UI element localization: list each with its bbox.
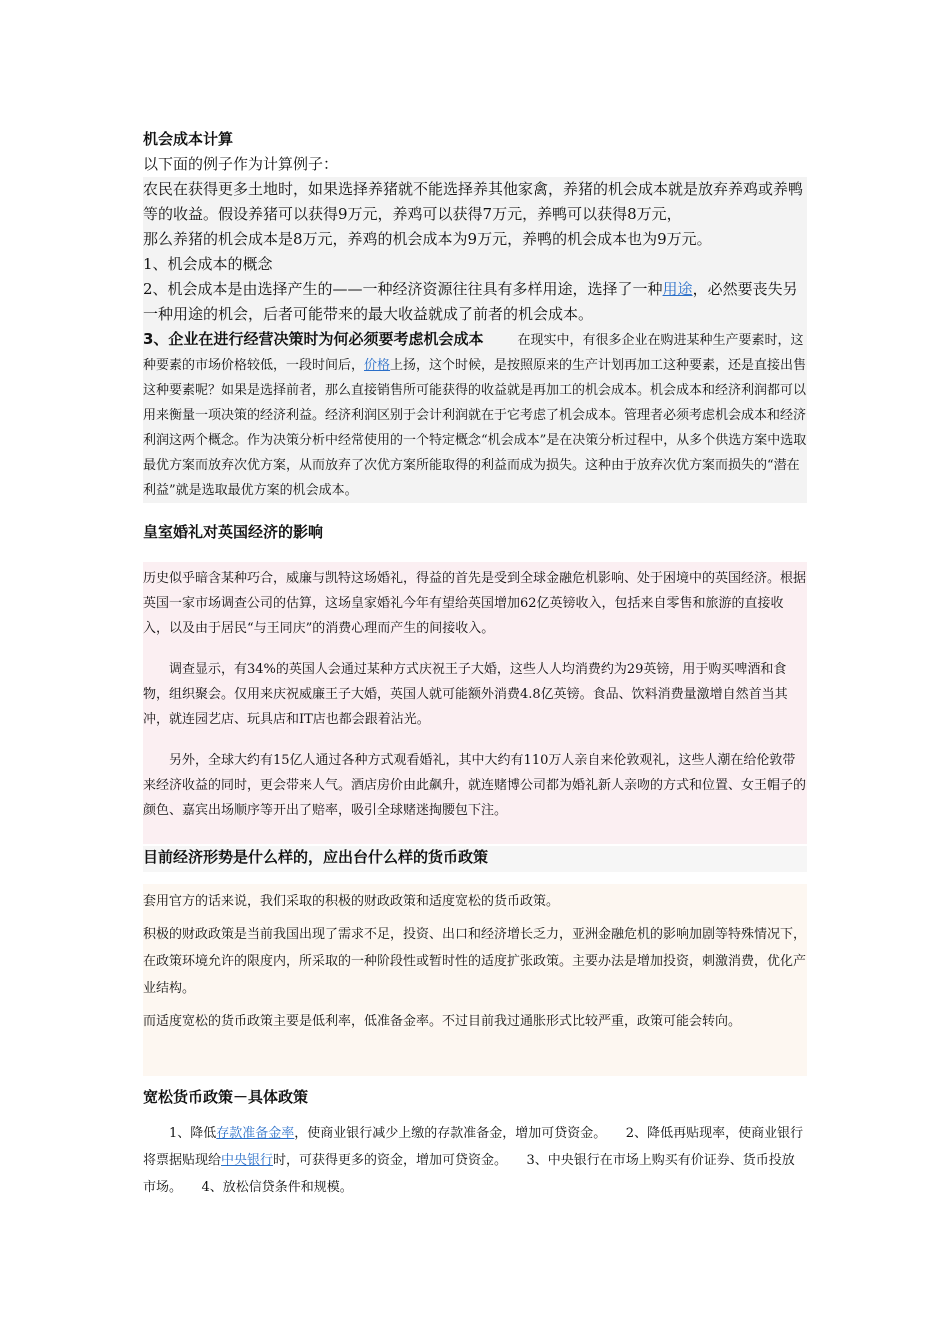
paragraph: 调查显示，有34%的英国人会通过某种方式庆祝王子大婚，这些人人均消费约为29英镑，用于购买啤酒和食物，组织聚会。仅用来庆祝威廉王子大婚，英国人就可能额外消费4.8亿英镑。食品、饮料消费量激增自然首当其冲，就连园艺店、玩具店和IT店也都会跟着沾光。	[143, 662, 788, 727]
section-title-monetary-policy: 宽松货币政策－具体政策	[143, 1088, 309, 1106]
choice-text-rest: ，必然要丧失另一种用途的机会，后者可能带来的最大收益就成了前者的机会成本。	[143, 280, 798, 323]
decision-title: 3、企业在进行经营决策时为何必须要考虑机会成本	[143, 330, 484, 348]
section-opportunity-cost	[143, 128, 807, 503]
choice-item	[143, 277, 807, 327]
decision-text: 在现实中，有很多企业在购进某种生产要素时，这种要素的市场价格较低，一段时间后，	[143, 333, 804, 373]
section-title-economy: 目前经济形势是什么样的，应出台什么样的货币政策	[143, 846, 807, 872]
paragraph: 积极的财政政策是当前我国出现了需求不足，投资、出口和经济增长乏力，亚洲金融危机的影响加剧等特殊情况下，在政策环境允许的限度内，所采取的一种阶段性或暂时性的适度扩张政策。主要办法是增加投资，刺激消费，优化产业结构。	[143, 927, 807, 996]
link-central-bank[interactable]: 中央银行	[221, 1153, 274, 1168]
paragraph: 而适度宽松的货币政策主要是低利率，低准备金率。不过目前我过通胀形式比较严重，政策可能会转向。	[143, 1014, 742, 1029]
intro-text: 以下面的例子作为计算例子：	[143, 155, 339, 173]
example-block	[143, 177, 807, 503]
royal-wedding-content	[143, 562, 807, 844]
policy-text: 时，可获得更多的资金，增加可贷资金。 3、中央银行在市场上购买有价证券、货币投放市场。 4、放松信贷条件和规模。	[143, 1153, 795, 1195]
economy-content	[143, 884, 807, 1076]
monetary-policy-content	[143, 1120, 807, 1201]
paragraph: 历史似乎暗含某种巧合，威廉与凯特这场婚礼，得益的首先是受到全球金融危机影响、处于困境中的英国经济。根据英国一家市场调查公司的估算，这场皇家婚礼今年有望给英国增加62亿英镑收入，包括来自零售和旅游的直接收入，以及由于居民“与王同庆”的消费心理而产生的间接收入。	[143, 571, 807, 636]
concept-item: 1、机会成本的概念	[143, 255, 273, 273]
link-yongtu[interactable]: 用途	[662, 280, 693, 298]
paragraph: 套用官方的话来说，我们采取的积极的财政政策和适度宽松的货币政策。	[143, 894, 560, 909]
decision-item	[143, 327, 807, 503]
section-title-royal-wedding: 皇室婚礼对英国经济的影响	[143, 523, 324, 541]
link-reserve-ratio[interactable]: 存款准备金率	[216, 1126, 295, 1141]
choice-text: 2、机会成本是由选择产生的——一种经济资源往往具有多样用途，选择了一种	[143, 280, 663, 298]
example-conclusion: 那么养猪的机会成本是8万元，养鸡的机会成本为9万元，养鸭的机会成本也为9万元。	[143, 230, 712, 248]
link-jiage[interactable]: 价格	[364, 358, 391, 373]
policy-text: 1、降低	[143, 1126, 217, 1141]
example-text: 农民在获得更多土地时，如果选择养猪就不能选择养其他家禽，养猪的机会成本就是放弃养鸡或养鸭等的收益。假设养猪可以获得9万元，养鸡可以获得7万元，养鸭可以获得8万元，	[143, 180, 804, 223]
policy-text: ，使商业银行减少上缴的存款准备金，增加可贷资金。 2、降低再贴现率，使商业银行将票据贴现给	[143, 1126, 804, 1168]
paragraph: 另外，全球大约有15亿人通过各种方式观看婚礼，其中大约有110万人亲自来伦敦观礼，这些人潮在给伦敦带来经济收益的同时，更会带来人气。酒店房价由此飙升，就连赌博公司都为婚礼新人亲吻的方式和位置、女王帽子的颜色、嘉宾出场顺序等开出了赔率，吸引全球赌迷掏腰包下注。	[143, 753, 807, 818]
decision-text-rest: 上扬，这个时候，是按照原来的生产计划再加工这种要素，还是直接出售这种要素呢？如果是选择前者，那么直接销售所可能获得的收益就是再加工的机会成本。机会成本和经济利润都可以用来衡量一项决策的经济利益。经济利润区别于会计利润就在于它考虑了机会成本。管理者必须考虑机会成本和经济利润这两个概念。作为决策分析中经常使用的一个特定概念“机会成本”是在决策分析过程中，从多个供选方案中选取最优方案而放弃次优方案，从而放弃了次优方案所能取得的利益而成为损失。这种由于放弃次优方案而损失的“潜在利益”就是选取最优方案的机会成本。	[143, 358, 807, 498]
section-title: 机会成本计算	[143, 130, 234, 148]
